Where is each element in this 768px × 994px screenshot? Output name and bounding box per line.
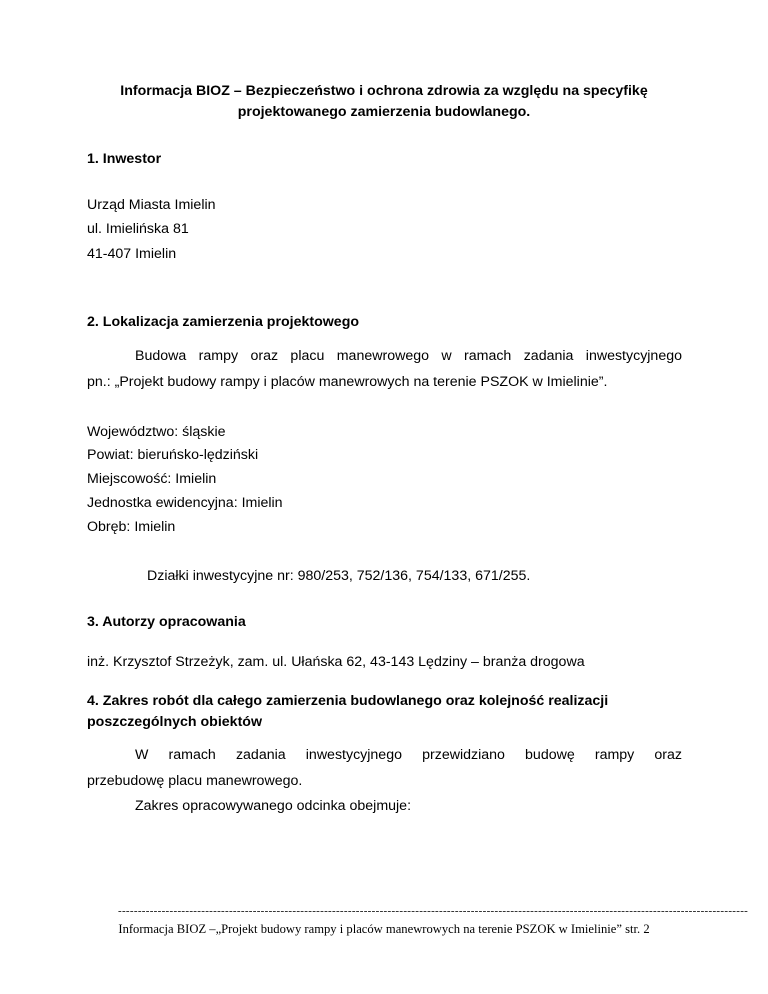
footer-separator: --------------------------------------------------------------------------------------------------------------------------------------------------------------- (118, 905, 749, 917)
document-title-line-1: Informacja BIOZ – Bezpieczeństwo i ochrona zdrowia za względu na specyfikę (120, 83, 648, 99)
location-county: Powiat: bieruńsko-lędziński (87, 447, 259, 463)
scope-intro: Zakres opracowywanego odcinka obejmuje: (135, 798, 412, 814)
location-town: Miejscowość: Imielin (87, 471, 217, 487)
footer-text: Informacja BIOZ –„Projekt budowy rampy i placów manewrowych na terenie PSZOK w Imielinie” str. 2 (118, 922, 650, 936)
author-info: inż. Krzysztof Strzeżyk, zam. ul. Ułańska 62, 43-143 Lędziny – branża drogowa (87, 654, 585, 670)
investor-street: ul. Imielińska 81 (87, 221, 189, 237)
investor-name: Urząd Miasta Imielin (87, 197, 216, 213)
location-precinct: Obręb: Imielin (87, 519, 176, 535)
section-4-heading-line-1: 4. Zakres robót dla całego zamierzenia budowlanego oraz kolejność realizacji (87, 693, 609, 709)
location-registration-unit: Jednostka ewidencyjna: Imielin (87, 495, 283, 511)
location-paragraph-line-2: pn.: „Projekt budowy rampy i placów manewrowych na terenie PSZOK w Imielinie”. (87, 374, 608, 390)
section-2-heading: 2. Lokalizacja zamierzenia projektowego (87, 314, 360, 330)
document-title-line-2: projektowanego zamierzenia budowlanego. (237, 104, 531, 120)
scope-paragraph-line-1: W ramach zadania inwestycyjnego przewidziano budowę rampy oraz (135, 747, 682, 763)
investment-plots: Działki inwestycyjne nr: 980/253, 752/136, 754/133, 671/255. (147, 568, 531, 584)
location-paragraph-line-1: Budowa rampy oraz placu manewrowego w ramach zadania inwestycyjnego (135, 348, 682, 364)
section-3-heading: 3. Autorzy opracowania (87, 614, 246, 630)
section-1-heading: 1. Inwestor (87, 151, 162, 167)
section-4-heading-line-2: poszczególnych obiektów (87, 714, 263, 730)
location-voivodeship: Województwo: śląskie (87, 424, 226, 440)
scope-paragraph-line-2: przebudowę placu manewrowego. (87, 773, 303, 789)
investor-city: 41-407 Imielin (87, 246, 177, 262)
